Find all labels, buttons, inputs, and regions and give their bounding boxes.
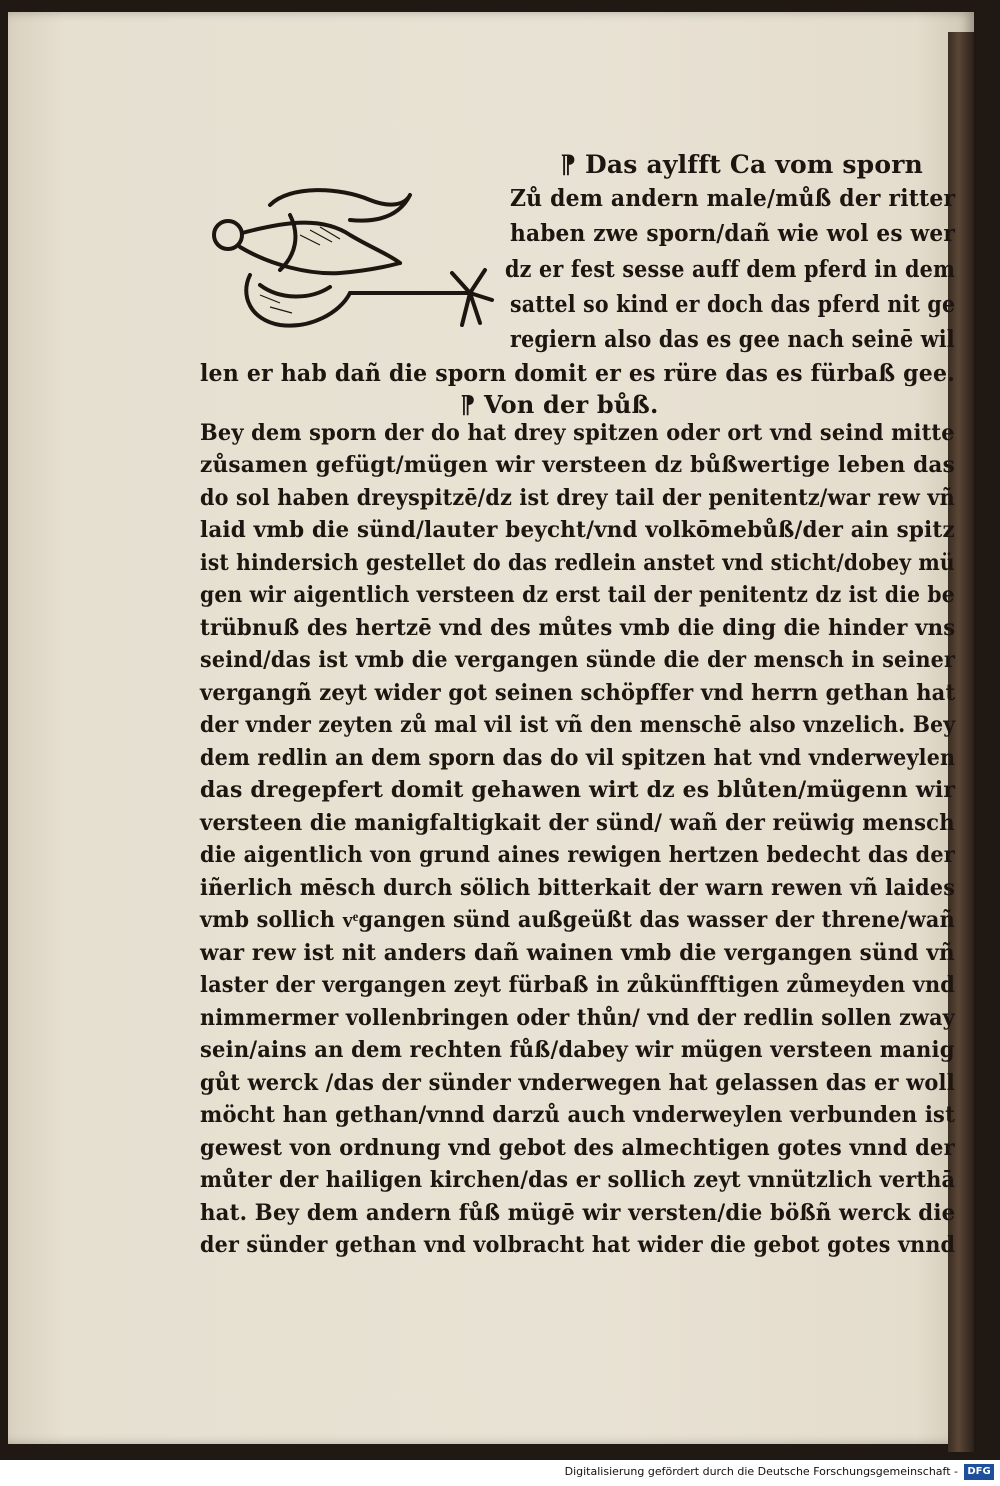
chapter-title: ⁋ Das aylfft Ca vom sporn [560,150,923,179]
body-line: hat. Bey dem andern fůß mügē wir versten/die bößñ werck die [200,1200,956,1226]
body-line: dem redlin an dem sporn das do vil spitzen hat vnd vnderweylen [200,745,956,771]
dfg-logo: DFG [964,1464,994,1480]
body-line: sein/ains an dem rechten fůß/dabey wir mügen versteen manig [200,1037,955,1063]
text-line: len er hab dañ die sporn domit er es rüre das es fürbaß gee. [200,360,956,387]
body-line: nimmermer vollenbringen oder thůn/ vnd der redlin sollen zway [200,1005,955,1031]
body-line: gůt werck /das der sünder vnderwegen hat gelassen das er woll [200,1070,955,1096]
body-line: das dregepfert domit gehawen wirt dz es blůten/mügenn wir [200,777,956,803]
text-line: regiern also das es gee nach seinē wil [510,326,955,353]
body-line: vmb sollich vͤgangen sünd außgeüßt das wasser der threne/wañ [200,907,955,933]
heading-block [0,0,1000,420]
body-line: iñerlich mēsch durch sölich bitterkait der warn rewen vñ laides [200,875,956,901]
body-line: ist hindersich gestellet do das redlein anstet vnd sticht/dobey mü [200,550,955,576]
text-line: sattel so kind er doch das pferd nit ge [510,291,956,318]
body-line: Bey dem sporn der do hat drey spitzen oder ort vnd seind mitte [200,420,955,446]
body-line: die aigentlich von grund aines rewigen hertzen bedecht das der [200,842,955,868]
text-line: Zů dem andern male/můß der ritter [510,185,956,212]
body-line: der sünder gethan vnd volbracht hat wider die gebot gotes vnnd [200,1232,956,1258]
body-line: möcht han gethan/vnnd darzů auch vnderweylen verbunden ist [200,1102,956,1128]
body-text [200,420,960,1260]
body-line: der vnder zeyten zů mal vil ist vñ den menschē also vnzelich. Bey [200,712,956,738]
footer-bar [0,1460,1000,1486]
body-line: můter der hailigen kirchen/das er sollich zeyt vnnützlich verthā [200,1167,956,1193]
text-line: haben zwe sporn/dañ wie wol es wer [510,220,956,247]
body-line: vergangñ zeyt wider got seinen schöpffer vnd herrn gethan hat [200,680,956,706]
body-line: do sol haben dreyspitzē/dz ist drey tail der penitentz/war rew vñ [200,485,955,511]
body-line: seind/das ist vmb die vergangen sünde die der mensch in seiner [200,647,956,673]
body-line: laster der vergangen zeyt fürbaß in zůkünfftigen zůmeyden vnd [200,972,956,998]
body-line: trübnuß des hertzē vnd des můtes vmb die ding die hinder vns [200,615,956,641]
body-line: laid vmb die sünd/lauter beycht/vnd volkōmebůß/der ain spitz [200,517,955,543]
body-line: war rew ist nit anders dañ wainen vmb die vergangen sünd vñ [200,940,955,966]
body-line: zůsamen gefügt/mügen wir versteen dz bůßwertige leben das [200,452,956,478]
body-line: gen wir aigentlich versteen dz erst tail der penitentz dz ist die be [200,582,955,608]
footer-credit: Digitalisierung gefördert durch die Deutsche Forschungsgemeinschaft - [564,1465,958,1478]
text-line: dz er fest sesse auff dem pferd in dem [505,256,956,283]
body-line: versteen die manigfaltigkait der sünd/ wañ der reüwig mensch [200,810,955,836]
body-line: gewest von ordnung vnd gebot des almechtigen gotes vnnd der [200,1135,955,1161]
section-title: ⁋ Von der bůß. [460,390,659,419]
